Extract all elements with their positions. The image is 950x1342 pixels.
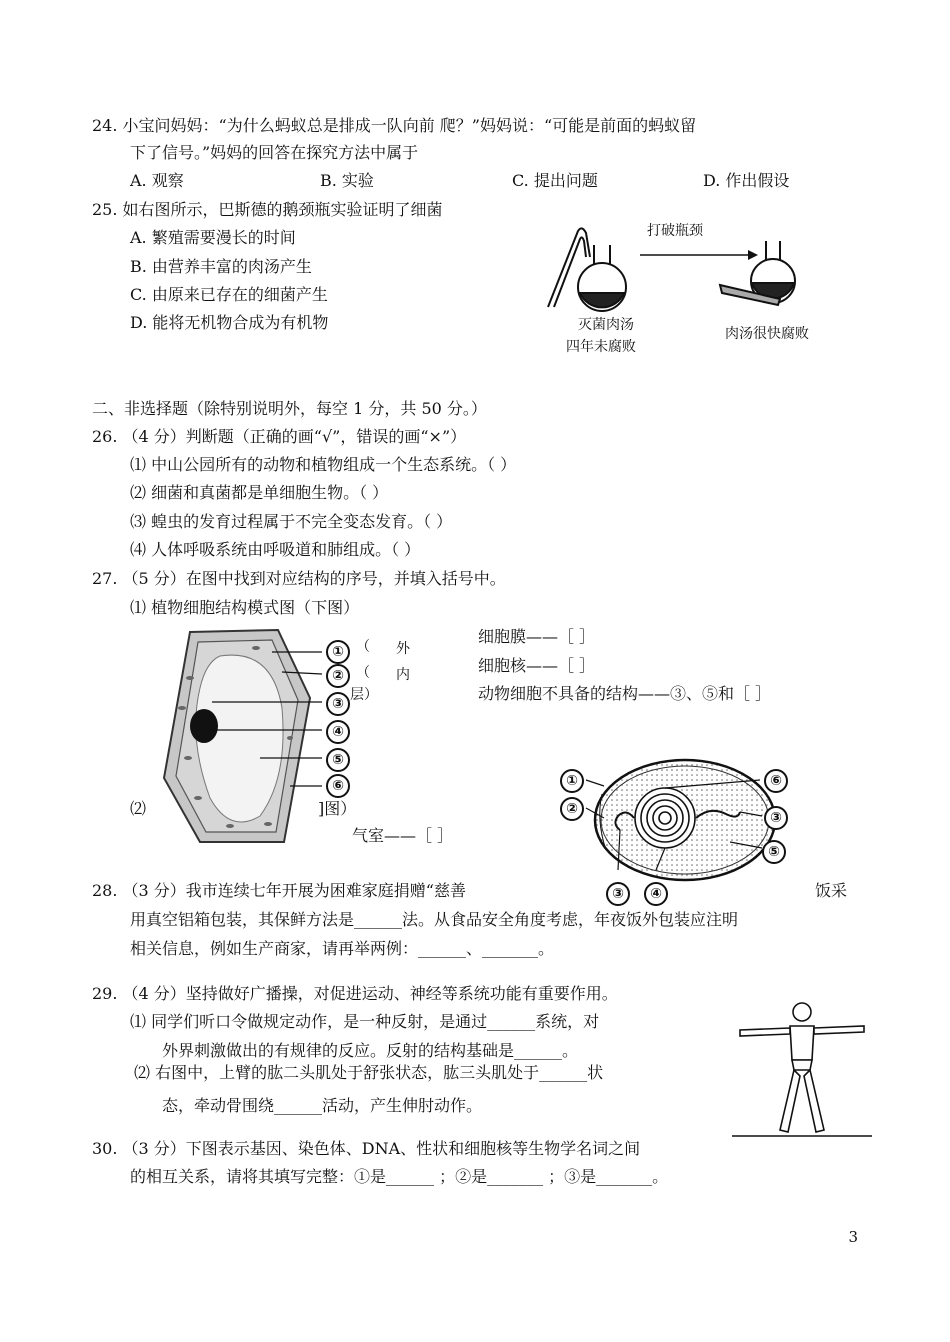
flask-left-caption-1: 灭菌肉汤 — [578, 317, 634, 333]
flask-right-caption: 肉汤很快腐败 — [725, 326, 809, 342]
q25-option-b: B. 由营养丰富的肉汤产生 — [130, 257, 312, 276]
plant-label-3: ③ — [326, 692, 350, 716]
q24-option-a: A. 观察 — [130, 171, 184, 190]
q24-option-b: B. 实验 — [320, 171, 374, 190]
q29-l2: 外界刺激做出的有规律的反应。反射的结构基础是______。 — [162, 1041, 579, 1060]
broken-flask — [720, 241, 795, 305]
overlap-paren-2: （ — [356, 665, 370, 681]
q28-line2: 用真空铝箱包装，其保鲜方法是______法。从食品安全角度考虑，年夜饭外包装应注明 — [130, 910, 739, 929]
egg-label-3-right: ③ — [764, 806, 788, 830]
q28-line1a: 28. （3 分）我市连续七年开展为困难家庭捐赠“慈善 — [92, 881, 466, 900]
q26-stem: 26. （4 分）判断题（正确的画“√”，错误的画“×”） — [92, 427, 467, 446]
q26-item-1: ⑴ 中山公园所有的动物和植物组成一个生态系统。（ ） — [130, 455, 517, 474]
overlap-paren-1: （ — [356, 639, 370, 655]
egg-figure — [590, 758, 780, 888]
q29-stem: 29. （4 分）坚持做好广播操，对促进运动、神经等系统功能有重要作用。 — [92, 984, 618, 1003]
q27-airchamber: 气室——［ ］ — [352, 826, 454, 845]
q24-line2: 下了信号。”妈妈的回答在探究方法中属于 — [130, 143, 419, 162]
q29-l3: ⑵ 右图中，上臂的肱二头肌处于舒张状态，肱三头肌处于______状 — [134, 1063, 604, 1082]
q26-item-2: ⑵ 细菌和真菌都是单细胞生物。（ ） — [130, 483, 389, 502]
section2-heading: 二、非选择题（除特别说明外，每空 1 分，共 50 分。） — [92, 399, 487, 418]
plant-label-4: ④ — [326, 720, 350, 744]
egg-label-5: ⑤ — [762, 840, 786, 864]
plant-label-1: ① — [326, 640, 350, 664]
q25-stem: 25. 如右图所示，巴斯德的鹅颈瓶实验证明了细菌 — [92, 200, 443, 219]
q27-answer-animal: 动物细胞不具备的结构——③、⑤和［ ］ — [478, 684, 772, 703]
plant-label-2: ② — [326, 664, 350, 688]
q27-sub1: ⑴ 植物细胞结构模式图（下图） — [130, 598, 360, 617]
q27-answer-membrane: 细胞膜——［ ］ — [478, 627, 596, 646]
q25-option-d: D. 能将无机物合成为有机物 — [130, 313, 329, 332]
plant-label-6: ⑥ — [326, 774, 350, 798]
q27-sub2-fragment: ⑵ — [130, 799, 147, 818]
q28-line3: 相关信息，例如生产商家，请再举两例：______、_______。 — [130, 939, 555, 958]
overlap-wai: 外 — [396, 641, 410, 657]
arrow-head — [748, 250, 758, 260]
flask-arrow-label: 打破瓶颈 — [647, 223, 703, 239]
egg-label-3-bottom: ③ — [606, 882, 630, 906]
q24-line1: 24. 小宝问妈妈：“为什么蚂蚁总是排成一队向前 爬？”妈妈说：“可能是前面的蚂蚁留 — [92, 116, 697, 135]
q26-item-3: ⑶ 蝗虫的发育过程属于不完全变态发育。（ ） — [130, 512, 453, 531]
q30-l2: 的相互关系，请将其填写完整：①是______ ；②是_______ ；③是_______。 — [130, 1167, 669, 1186]
q29-l1: ⑴ 同学们听口令做规定动作，是一种反射，是通过______系统，对 — [130, 1012, 600, 1031]
egg-label-1: ① — [560, 769, 584, 793]
egg-label-4: ④ — [644, 882, 668, 906]
plant-label-5: ⑤ — [326, 748, 350, 772]
flask-left-caption-2: 四年未腐败 — [566, 339, 636, 355]
q25-option-c: C. 由原来已存在的细菌产生 — [130, 285, 328, 304]
egg-label-6: ⑥ — [764, 769, 788, 793]
exercise-person-figure — [730, 1000, 876, 1142]
q30-l1: 30. （3 分）下图表示基因、染色体、DNA、性状和细胞核等生物学名词之间 — [92, 1139, 641, 1158]
q28-line1b: 饭采 — [815, 881, 848, 900]
q27-sub2-tail: ]图） — [318, 799, 357, 818]
q24-option-c: C. 提出问题 — [512, 171, 598, 190]
overlap-nei: 内 — [396, 667, 410, 683]
q25-option-a: A. 繁殖需要漫长的时间 — [130, 228, 296, 247]
q27-stem: 27. （5 分）在图中找到对应结构的序号，并填入括号中。 — [92, 569, 506, 588]
overlap-ceng: 层） — [350, 687, 378, 703]
nucleus — [190, 709, 218, 743]
swan-neck-flask — [548, 228, 626, 311]
q27-answer-nucleus: 细胞核——［ ］ — [478, 656, 596, 675]
egg-label-2: ② — [560, 797, 584, 821]
page-number: 3 — [848, 1228, 858, 1246]
q26-item-4: ⑷ 人体呼吸系统由呼吸道和肺组成。（ ） — [130, 540, 421, 559]
q24-option-d: D. 作出假设 — [703, 171, 790, 190]
q29-l4: 态，牵动骨围绕______活动，产生伸肘动作。 — [162, 1096, 483, 1115]
